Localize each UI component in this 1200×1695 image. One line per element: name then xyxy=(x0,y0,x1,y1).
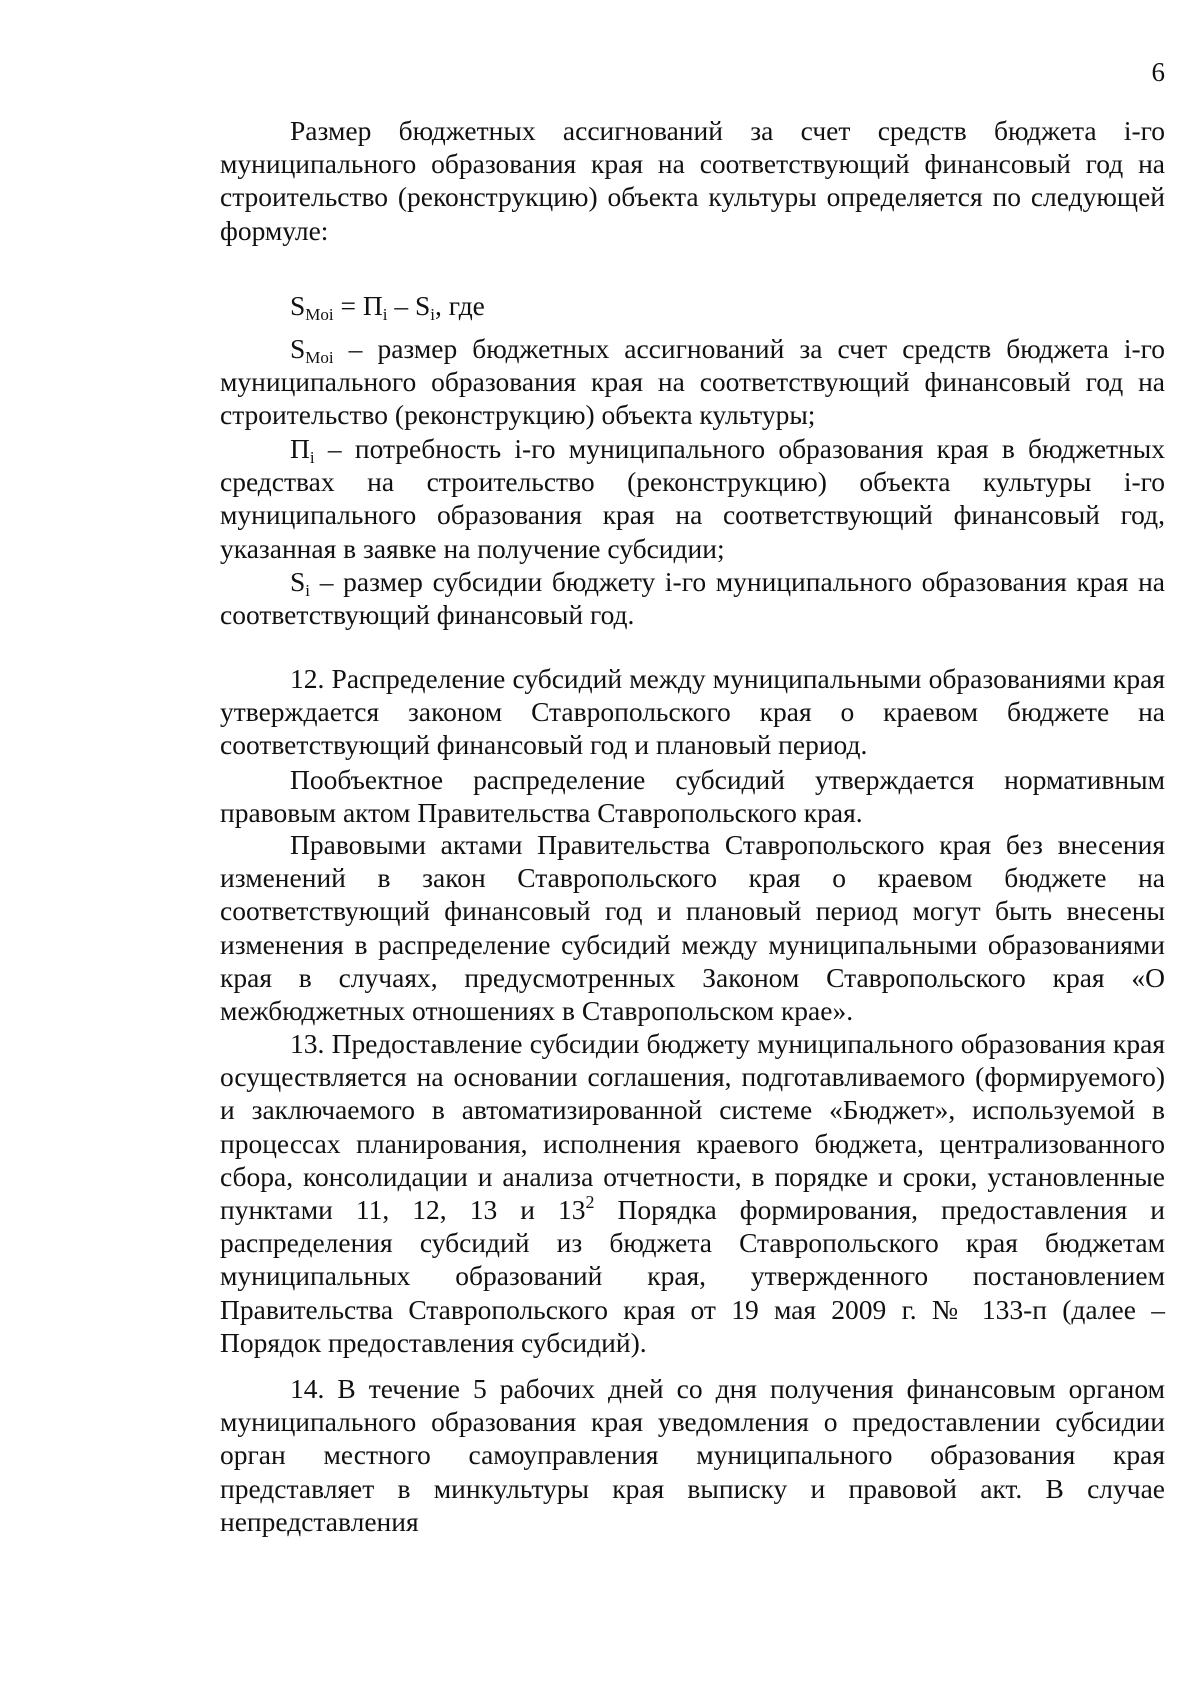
paragraph-13: 13. Предоставление субсидии бюджету муниципального образования края осуществляется на основании соглашения, подготавливаемого (формируемого) и заключаемого в автоматизированной системе «Бюджет», используемой в процессах планирования, исполнения краевого бюджета, централизованного сбора, консолидации и анализа отчетности, в порядке и сроки, установленные пунктами 11, 12, 13 и $13^2$ Порядка формирования, предоставления и распределения субсидий из бюджета Ставропольского края бюджетам муниципальных образований края, утвержденного постановлением Правительства Ставропольского края от 19 мая 2009 г. № 133-п (далее – Порядок предоставления субсидий). xyxy=(220,1028,1165,1358)
page-number: 6 xyxy=(1151,57,1165,87)
definition-si: $S_i$ – размер субсидии бюджету i-го муниципального образования края на соответствующий финансовый год. xyxy=(220,566,1165,631)
paragraph-12-changes: Правовыми актами Правительства Ставропольского края без внесения изменений в закон Ставропольского края о краевом бюджете на соответствующий финансовый год и плановый период могут быть внесены изменения в распределение субсидий между муниципальными образованиями края в случаях, предусмотренных Законом Ставропольского края «О межбюджетных отношениях в Ставропольском крае». xyxy=(220,829,1165,1027)
intro-paragraph: Размер бюджетных ассигнований за счет средств бюджета i-го муниципального образования края на соответствующий финансовый год на строительство (реконструкцию) объекта культуры определяется по следующей формуле: xyxy=(220,115,1165,246)
definition-pi: $П_i$ – потребность i-го муниципального образования края в бюджетных средствах на строительство (реконструкцию) объекта культуры i-го муниципального образования края на соответствующий финансовый год, указанная в заявке на получение субсидии; xyxy=(220,433,1165,564)
definition-smoi: $S_{Moi}$ – размер бюджетных ассигнований за счет средств бюджета i-го муниципального образования края на соответствующий финансовый год на строительство (реконструкцию) объекта культуры; xyxy=(220,333,1165,431)
paragraph-14: 14. В течение 5 рабочих дней со дня получения финансовым органом муниципального образования края уведомления о предоставлении субсидии орган местного самоуправления муниципального образования края представляет в минкультуры края выписку и правовой акт. В случае непредставления xyxy=(220,1373,1165,1537)
document-page xyxy=(220,0,1165,1695)
paragraph-12: 12. Распределение субсидий между муниципальными образованиями края утверждается законом Ставропольского края о краевом бюджете на соответствующий финансовый год и плановый период. xyxy=(220,663,1165,761)
paragraph-12-objects: Пообъектное распределение субсидий утверждается нормативным правовым актом Правительства Ставропольского края. xyxy=(220,764,1165,829)
formula: $S_{Moi} = П_i - S_i$, где xyxy=(290,290,485,324)
